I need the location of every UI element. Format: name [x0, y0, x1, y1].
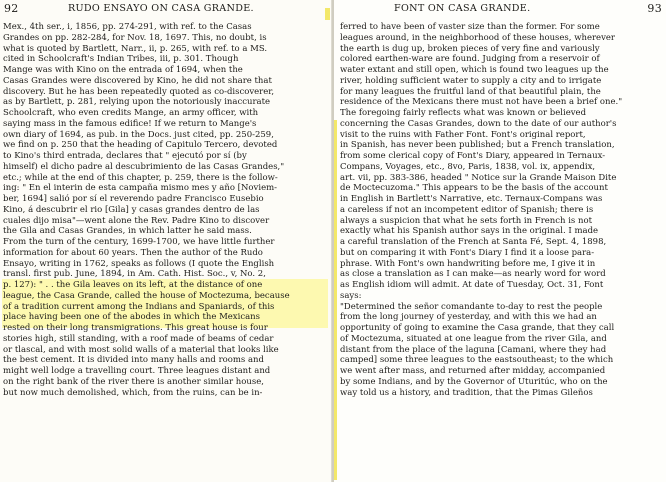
- left-running-header: [4, 2, 330, 16]
- text-line: transl. first pub. June, 1894, in Am. Cath. Hist. Soc., v, No. 2,: [3, 269, 266, 280]
- text-line: or tlascal, and with most solid walls of a material that looks like: [3, 344, 279, 355]
- text-line: phrase. With Font's own handwriting before me, I give it in: [340, 258, 596, 269]
- text-line: we find on p. 250 that the heading of Capitulo Tercero, devoted: [3, 140, 278, 151]
- text-line: of Moctezuma, situated at one league from the river Gila, and: [340, 333, 607, 344]
- text-line: ing: " En el interin de esta campaña mismo mes y año [Noviem-: [3, 183, 278, 194]
- text-line: way told us a history, and tradition, that the Pimas Gileños: [340, 387, 593, 398]
- text-line: Mange was with Kino on the entrada of 1694, when the: [3, 65, 243, 75]
- text-line: as close a translation as I can make—as nearly word for word: [340, 269, 606, 280]
- text-line: From the turn of the century, 1699-1700, we have little further: [3, 237, 275, 247]
- text-line: by some Indians, and by the Governor of Uturitúc, who on the: [340, 376, 608, 387]
- text-line: river, holding sufficient water to supply a city and to irrigate: [340, 75, 602, 86]
- text-line: a careful translation of the French at Santa Fé, Sept. 4, 1898,: [340, 237, 607, 247]
- right-page: [334, 0, 666, 482]
- text-line: exactly what his Spanish author says in the original. I made: [340, 226, 599, 237]
- text-line: residence of the Mexicans there must not have been a brief one.": [340, 97, 623, 108]
- text-line: but now much demolished, which, from the ruins, can be in-: [3, 387, 263, 398]
- right-running-head: FONT ON CASA GRANDE.: [394, 3, 531, 14]
- text-line: ferred to have been of vaster size than the former. For some: [340, 22, 600, 32]
- right-page-number: 93: [647, 2, 662, 15]
- text-line: etc.; while at the end of this chapter, p. 259, there is the follow-: [3, 172, 278, 183]
- text-line: leagues around, in the neighborhood of these houses, wherever: [340, 32, 615, 43]
- text-line: visit to the ruins with Father Font. Font's original report,: [340, 129, 586, 140]
- text-line: as by Bartlett, p. 281, relying upon the notoriously inaccurate: [3, 97, 271, 108]
- text-line: opportunity of going to examine the Casa grande, that they call: [340, 323, 615, 333]
- text-line: might well lodge a travelling court. Three leagues distant and: [3, 366, 271, 376]
- text-line: colored earthen-ware are found. Judging from a reservoir of: [340, 54, 600, 65]
- text-line: Grandes on pp. 282-284, for Nov. 18, 1697. This, no doubt, is: [3, 32, 267, 43]
- text-line: stories high, still standing, with a roof made of beams of cedar: [3, 333, 274, 344]
- text-line: on the right bank of the river there is another similar house,: [3, 376, 264, 387]
- text-line: a careless if not an incompetent editor of Spanish; there is: [340, 204, 594, 215]
- text-line: de Moctecuzoma." This appears to be the basis of the account: [340, 183, 608, 194]
- right-running-header: [334, 2, 662, 16]
- text-line: in English in Bartlett's Narrative, etc. Ternaux-Compans was: [340, 194, 603, 204]
- text-line: Mex., 4th ser., i, 1856, pp. 274-291, with ref. to the Casas: [3, 22, 252, 32]
- text-line: discovery. But he has been repeatedly quoted as co-discoverer,: [3, 86, 275, 97]
- text-line: cuales dijo misa"—went alone the Rev. Padre Kino to discover: [3, 215, 270, 226]
- text-line: concerning the Casas Grandes, down to the date of our author's: [340, 118, 617, 129]
- text-line: Ensayo, writing in 1762, speaks as follows (I quote the English: [3, 258, 275, 269]
- text-line: says:: [340, 290, 362, 301]
- right-text-column: [340, 22, 662, 398]
- left-page-number: 92: [4, 2, 19, 15]
- text-line: from the long journey of yesterday, and with this we had an: [340, 312, 597, 323]
- text-line: "Determined the señor comandante to-day to rest the people: [340, 301, 603, 312]
- text-line: Casas Grandes were discovered by Kino, he did not share that: [3, 75, 272, 86]
- text-line: of a tradition current among the Indians and Spaniards, of this: [3, 301, 275, 312]
- text-line: ber, 1694] salió por sí el reverendo padre Francisco Eusebio: [3, 194, 264, 204]
- text-line: art. vii, pp. 383-386, headed " Notice sur la Grande Maison Dite: [340, 172, 617, 183]
- text-line: saying mass in the famous edifice! If we return to Mange's: [3, 118, 257, 129]
- text-line: to Kino's third entrada, declares that " ejecutó por sí (by: [3, 151, 247, 161]
- text-line: camped] some three leagues to the eastsoutheast; to the which: [340, 355, 614, 366]
- text-line: what is quoted by Bartlett, Narr., ii, p. 265, with ref. to a MS.: [3, 43, 268, 54]
- text-line: rested on their long transmigrations. This great house is four: [3, 323, 268, 333]
- text-line: always a suspicion that what he sets forth in French is not: [340, 215, 592, 226]
- text-line: from some clerical copy of Font's Diary, appeared in Ternaux-: [340, 151, 606, 161]
- text-line: cited in Schoolcraft's Indian Tribes, iii, p. 301. Though: [3, 54, 239, 65]
- highlight-mark: [325, 8, 330, 20]
- text-line: p. 127): " . . the Gila leaves on its left, at the distance of one: [3, 280, 263, 290]
- text-line: himself) el dicho padre al descubrimiento de las Casas Grandes,": [3, 161, 285, 172]
- left-page: [0, 0, 332, 482]
- text-line: as English idiom will admit. At date of Tuesday, Oct. 31, Font: [340, 280, 604, 290]
- margin-highlight-bar: [334, 120, 337, 480]
- text-line: in Spanish, has never been published; but a French translation,: [340, 140, 615, 151]
- text-line: league, the Casa Grande, called the house of Moctezuma, because: [3, 290, 290, 301]
- text-line: information for about 60 years. Then the author of the Rudo: [3, 247, 263, 258]
- left-running-head: RUDO ENSAYO ON CASA GRANDE.: [68, 3, 254, 14]
- text-line: The foregoing fairly reflects what was known or believed: [340, 108, 587, 118]
- text-line: for many leagues the fruitful land of that beautiful plain, the: [340, 86, 601, 97]
- text-line: water extant and still open, which is found two leagues up the: [340, 65, 609, 75]
- text-line: own diary of 1694, as pub. in the Docs. just cited, pp. 250-259,: [3, 129, 274, 140]
- text-line: we went after mass, and returned after midday, accompanied: [340, 366, 606, 376]
- text-line: Schoolcraft, who even credits Mange, an army officer, with: [3, 108, 259, 118]
- text-line: the best cement. It is divided into many halls and rooms and: [3, 355, 264, 366]
- text-line: Compans, Voyages, etc., 8vo, Paris, 1838, vol. ix, appendix,: [340, 161, 596, 172]
- text-line: the Gila and Casas Grandes, in which latter he said mass.: [3, 226, 252, 237]
- left-text-column: [3, 22, 328, 398]
- text-line: Kino, á descubrir el rio [Gila] y casas grandes dentro de las: [3, 204, 260, 215]
- text-line: distant from the place of the laguna [Camani, where they had: [340, 344, 607, 355]
- text-line: the earth is dug up, broken pieces of very fine and variously: [340, 43, 600, 54]
- text-line: place having been one of the abodes in which the Mexicans: [3, 312, 260, 323]
- text-line: but on comparing it with Font's Diary I find it a loose para-: [340, 247, 595, 258]
